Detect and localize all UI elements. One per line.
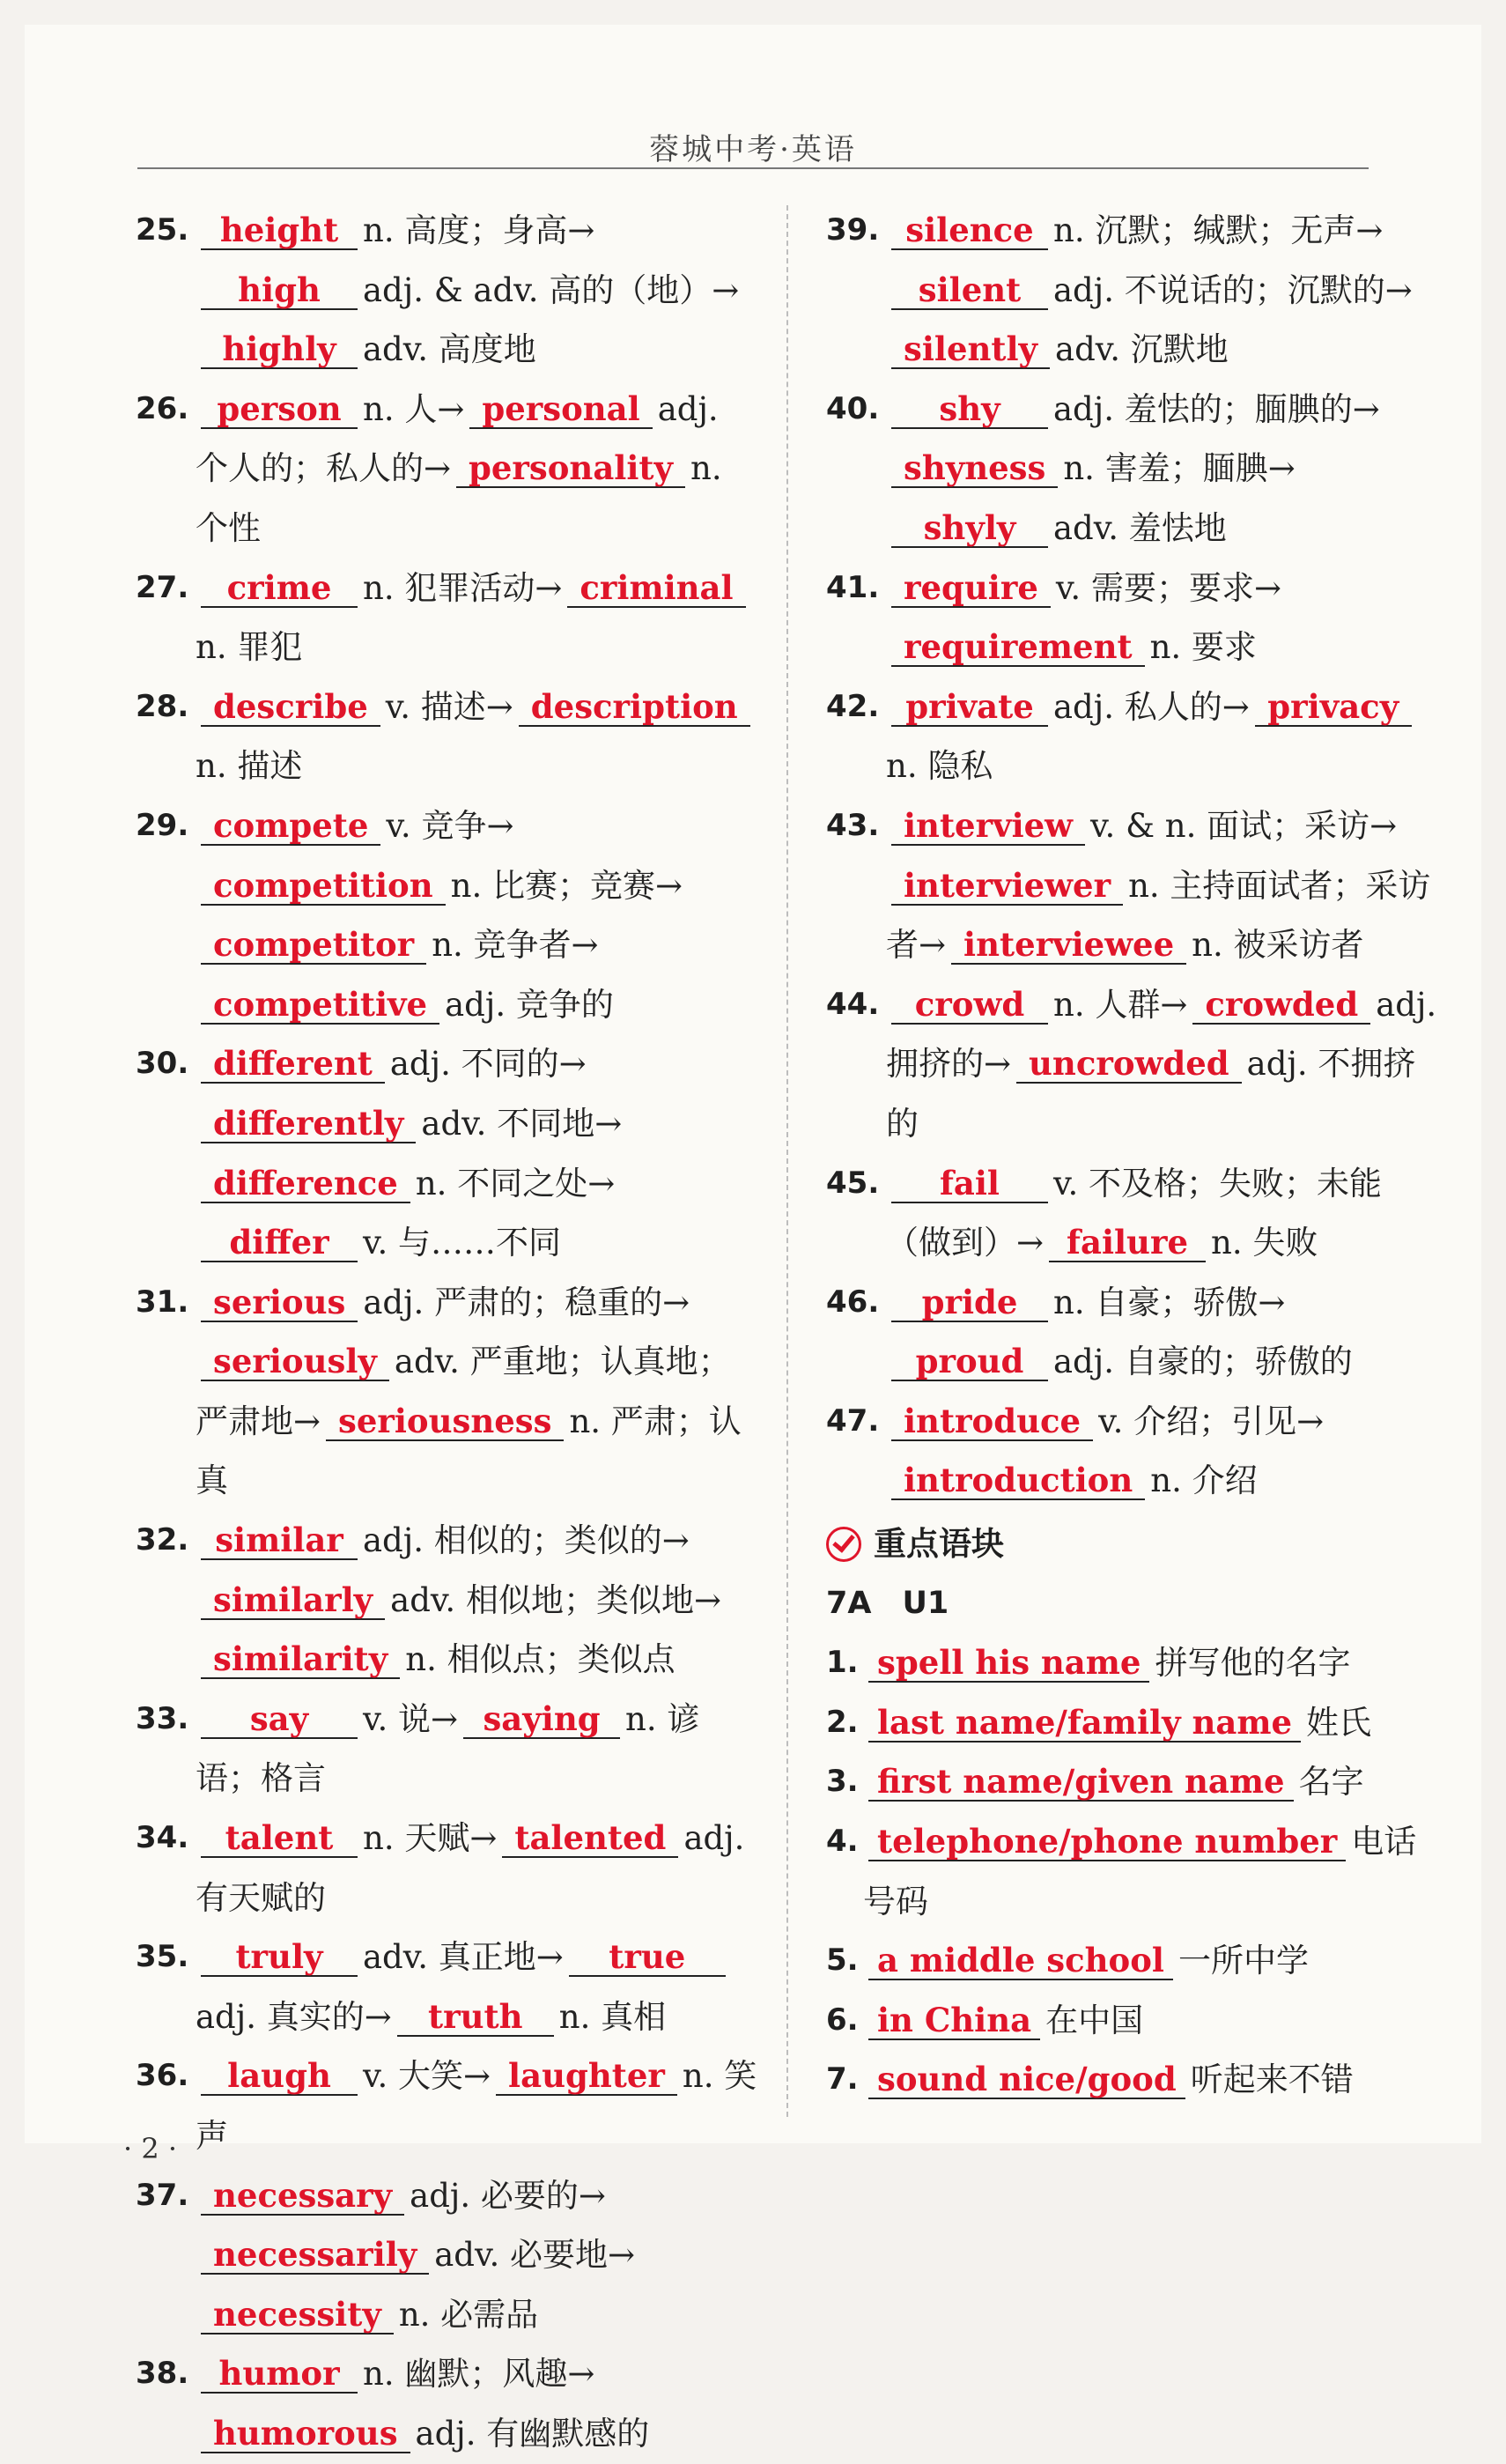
phrase-entry	[826, 1633, 1443, 1693]
vocab-entry	[826, 1273, 1443, 1392]
answer-blank: high	[201, 274, 358, 310]
phrase-meaning: 一所中学	[1177, 1942, 1309, 1980]
definition-text: n. 介绍	[1150, 1461, 1258, 1500]
entry-number: 26.	[136, 390, 189, 426]
answer-blank: saying	[463, 1703, 620, 1739]
vocab-entry	[136, 2046, 761, 2165]
entry-number: 38.	[136, 2356, 189, 2392]
definition-text: n. 失败	[1211, 1224, 1318, 1262]
right-column	[826, 201, 1443, 2110]
answer-blank: competition	[201, 869, 446, 906]
phrase-meaning: 姓氏	[1306, 1703, 1372, 1742]
vocab-entry	[136, 677, 761, 796]
answer-blank: laughter	[496, 2060, 677, 2096]
entry-number: 44.	[826, 986, 880, 1022]
definition-text: n. 相似点；类似点	[405, 1640, 675, 1679]
answer-blank: crowd	[891, 988, 1048, 1025]
entry-number: 46.	[826, 1284, 880, 1320]
answer-blank: humor	[201, 2357, 358, 2394]
answer-blank: crowded	[1192, 988, 1370, 1025]
definition-text: v. 描述→	[385, 687, 513, 726]
definition-text: v. 介绍；引见→	[1098, 1402, 1325, 1440]
left-column	[136, 201, 761, 2464]
definition-text: adj. & adv. 高的（地）→	[363, 270, 740, 309]
answer-blank: necessarily	[201, 2238, 429, 2275]
check-icon	[826, 1527, 861, 1562]
definition-text: adv. 相似地；类似地→	[390, 1580, 721, 1619]
definition-text: n. 被采访者	[1192, 926, 1364, 965]
vocab-entry	[826, 201, 1443, 380]
phrase-entry	[826, 1693, 1443, 1753]
definition-text: v. 需要；要求→	[1055, 568, 1281, 607]
answer-blank: uncrowded	[1016, 1047, 1242, 1084]
entry-number: 45.	[826, 1165, 880, 1201]
definition-text: n. 沉默；缄默；无声→	[1053, 211, 1384, 249]
definition-text: adv. 高度地	[363, 330, 536, 369]
answer-blank: pride	[891, 1286, 1048, 1322]
answer-blank: similarly	[201, 1584, 385, 1620]
entry-number: 36.	[136, 2058, 189, 2094]
answer-blank: introduce	[891, 1405, 1093, 1441]
definition-text: adv. 不同地→	[421, 1104, 623, 1143]
entry-number: 34.	[136, 1820, 189, 1856]
definition-text: v. 大笑→	[363, 2057, 491, 2096]
definition-text: n. 谚语；格言	[196, 1699, 700, 1798]
definition-text: v. 不及格；失败；未能（做到）→	[886, 1164, 1383, 1262]
answer-blank: laugh	[201, 2060, 358, 2096]
phrase-answer-blank: spell his name	[868, 1646, 1149, 1683]
answer-blank: interviewee	[951, 929, 1186, 965]
vocab-entry	[826, 1154, 1443, 1273]
entry-number: 35.	[136, 1939, 189, 1975]
phrase-answer-blank: a middle school	[868, 1944, 1173, 1980]
vocab-entry	[136, 2166, 761, 2345]
answer-blank: requirement	[891, 631, 1145, 667]
answer-blank: silently	[891, 333, 1050, 369]
entry-number: 39.	[826, 212, 880, 248]
answer-blank: necessary	[201, 2179, 404, 2216]
definition-text: adj. 私人的→	[1053, 687, 1250, 726]
entry-number: 41.	[826, 569, 880, 605]
vocab-entry	[136, 1928, 761, 2046]
answer-blank: height	[201, 214, 358, 250]
definition-text: adj. 羞怯的；腼腆的→	[1053, 389, 1380, 428]
definition-text: adj. 竞争的	[445, 985, 614, 1024]
vocab-entry	[136, 1690, 761, 1809]
answer-blank: proud	[891, 1345, 1048, 1381]
vocab-entry	[826, 380, 1443, 559]
vocab-entry	[136, 380, 761, 559]
answer-blank: description	[519, 691, 750, 727]
phrase-number: 7.	[826, 2061, 859, 2098]
answer-blank: shyly	[891, 512, 1048, 548]
phrase-meaning: 拼写他的名字	[1155, 1644, 1351, 1683]
definition-text: adj. 拥挤的→	[886, 985, 1437, 1084]
answer-blank: highly	[201, 333, 358, 369]
definition-text: n. 真相	[558, 1997, 667, 2036]
definition-text: n. 竞争者→	[432, 926, 599, 965]
answer-blank: similar	[201, 1524, 358, 1560]
definition-text: n. 犯罪活动→	[363, 568, 563, 607]
phrase-meaning: 电话号码	[863, 1823, 1417, 1920]
phrase-number: 6.	[826, 2002, 859, 2038]
definition-text: adj. 有天赋的	[196, 1819, 745, 1917]
phrase-answer-blank: in China	[868, 2004, 1040, 2040]
definition-text: n. 幽默；风趣→	[363, 2355, 595, 2394]
entry-number: 29.	[136, 807, 189, 843]
answer-blank: similarity	[201, 1643, 400, 1679]
answer-blank: criminal	[567, 572, 745, 608]
answer-blank: person	[201, 393, 358, 429]
answer-blank: necessity	[201, 2298, 394, 2335]
answer-blank: private	[891, 691, 1048, 727]
answer-blank: fail	[891, 1167, 1048, 1203]
entry-number: 28.	[136, 688, 189, 724]
answer-blank: true	[569, 1941, 726, 1977]
column-divider	[786, 205, 788, 2117]
definition-text: adj. 有幽默感的	[415, 2414, 650, 2453]
entry-number: 25.	[136, 212, 189, 248]
answer-blank: interview	[891, 810, 1085, 846]
definition-text: adv. 必要地→	[434, 2236, 636, 2275]
vocab-entry	[136, 559, 761, 677]
answer-blank: seriousness	[326, 1405, 564, 1441]
definition-text: n. 笑声	[196, 2057, 757, 2155]
vocab-entry	[136, 1511, 761, 1690]
answer-blank: compete	[201, 810, 380, 846]
phrase-answer-blank: telephone/phone number	[868, 1825, 1346, 1861]
definition-text: adv. 羞怯地	[1053, 508, 1227, 547]
definition-text: adj. 不同的→	[389, 1045, 587, 1084]
definition-text: n. 主持面试者；采访者→	[886, 866, 1431, 965]
definition-text: adj. 真实的→	[196, 1997, 392, 2036]
entry-number: 37.	[136, 2177, 189, 2213]
phrase-entry	[826, 1752, 1443, 1812]
answer-blank: talented	[502, 1822, 678, 1858]
phrase-number: 2.	[826, 1704, 859, 1740]
definition-text: v. & n. 面试；采访→	[1090, 806, 1398, 845]
phrase-entry	[826, 2050, 1443, 2110]
entry-number: 31.	[136, 1284, 189, 1320]
answer-blank: introduction	[891, 1464, 1145, 1500]
answer-blank: silence	[891, 214, 1048, 250]
vocab-entry	[826, 559, 1443, 677]
definition-text: adj. 不说话的；沉默的→	[1053, 270, 1413, 309]
textbook-page	[25, 25, 1481, 2453]
entry-number: 30.	[136, 1046, 189, 1082]
answer-blank: silent	[891, 274, 1048, 310]
entry-number: 40.	[826, 390, 880, 426]
definition-text: v. 竞争→	[386, 806, 514, 845]
definition-text: adj. 自豪的；骄傲的	[1053, 1343, 1353, 1381]
answer-blank: privacy	[1255, 691, 1412, 727]
vocab-entry	[136, 1034, 761, 1272]
answer-blank: say	[201, 1703, 358, 1739]
unit-label: 7A U1	[826, 1585, 949, 1621]
phrase-answer-blank: last name/family name	[868, 1706, 1301, 1743]
definition-text: n. 比赛；竞赛→	[450, 866, 683, 905]
page-number: · 2 ·	[123, 2132, 178, 2165]
phrase-number: 5.	[826, 1942, 859, 1979]
phrase-answer-blank: sound nice/good	[868, 2063, 1185, 2099]
definition-text: n. 天赋→	[363, 1819, 498, 1858]
answer-blank: truly	[201, 1941, 358, 1977]
answer-blank: humorous	[201, 2417, 410, 2453]
answer-blank: truth	[397, 2001, 554, 2037]
answer-blank: personality	[456, 452, 685, 488]
section-heading	[826, 1514, 1443, 1574]
definition-text: adv. 沉默地	[1055, 330, 1229, 369]
answer-blank: competitor	[201, 929, 426, 965]
answer-blank: competitive	[201, 988, 439, 1025]
vocab-entry	[136, 201, 761, 380]
entry-number: 32.	[136, 1522, 189, 1558]
section-title: 重点语块	[874, 1525, 1004, 1564]
definition-text: n. 人群→	[1053, 985, 1188, 1024]
definition-text: adj. 严肃的；稳重的→	[363, 1283, 690, 1321]
answer-blank: shyness	[891, 452, 1058, 488]
definition-text: n. 不同之处→	[415, 1164, 616, 1202]
definition-text: n. 害羞；腼腆→	[1063, 449, 1296, 488]
header-rule	[137, 167, 1369, 169]
vocab-entry	[136, 2344, 761, 2463]
answer-blank: serious	[201, 1286, 358, 1322]
answer-blank: shy	[891, 393, 1048, 429]
entry-number: 43.	[826, 807, 880, 843]
entry-number: 47.	[826, 1402, 880, 1439]
definition-text: adj. 个人的；私人的→	[196, 389, 719, 488]
definition-text: v. 与……不同	[363, 1224, 562, 1262]
answer-blank: require	[891, 572, 1051, 608]
answer-blank: describe	[201, 691, 380, 727]
phrase-number: 3.	[826, 1764, 859, 1800]
phrase-answer-blank: first name/given name	[868, 1765, 1294, 1802]
vocab-entry	[136, 1809, 761, 1928]
answer-blank: failure	[1049, 1226, 1206, 1262]
phrase-meaning: 听起来不错	[1190, 2061, 1354, 2099]
answer-blank: differently	[201, 1107, 416, 1143]
phrase-entry	[826, 1812, 1443, 1931]
phrase-number: 4.	[826, 1824, 859, 1860]
phrase-entry	[826, 1991, 1443, 2051]
vocab-entry	[826, 975, 1443, 1154]
definition-text: adv. 严重地；认真地；严肃地→	[196, 1343, 731, 1440]
answer-blank: different	[201, 1047, 385, 1084]
phrase-entry	[826, 1931, 1443, 1991]
definition-text: n. 高度；身高→	[363, 211, 595, 249]
definition-text: n. 必需品	[398, 2295, 539, 2334]
definition-text: n. 自豪；骄傲→	[1053, 1283, 1286, 1321]
definition-text: adj. 不拥挤的	[886, 1045, 1416, 1143]
definition-text: adj. 必要的→	[410, 2176, 606, 2215]
definition-text: n. 人→	[363, 389, 465, 428]
answer-blank: personal	[469, 393, 652, 429]
definition-text: n. 严肃；认真	[196, 1402, 742, 1500]
definition-text: adv. 真正地→	[363, 1938, 564, 1977]
entry-number: 42.	[826, 688, 880, 724]
answer-blank: seriously	[201, 1345, 389, 1381]
definition-text: v. 说→	[363, 1699, 459, 1738]
answer-blank: crime	[201, 572, 358, 608]
entry-number: 27.	[136, 569, 189, 605]
vocab-entry	[826, 796, 1443, 975]
definition-text: n. 罪犯	[196, 628, 303, 667]
definition-text: n. 要求	[1149, 628, 1257, 667]
answer-blank: interviewer	[891, 869, 1123, 906]
answer-blank: talent	[201, 1822, 358, 1858]
answer-blank: difference	[201, 1167, 410, 1203]
phrase-number: 1.	[826, 1645, 859, 1681]
vocab-entry	[136, 1273, 761, 1511]
entry-number: 33.	[136, 1700, 189, 1736]
vocab-entry	[136, 796, 761, 1034]
vocab-entry	[826, 1392, 1443, 1511]
answer-blank: differ	[201, 1226, 358, 1262]
definition-text: n. 描述	[196, 747, 303, 786]
definition-text: n. 个性	[196, 449, 722, 547]
running-header: 蓉城中考·英语	[649, 132, 857, 167]
definition-text: n. 隐私	[886, 747, 993, 786]
phrase-meaning: 在中国	[1045, 2001, 1144, 2039]
phrase-meaning: 名字	[1298, 1763, 1364, 1802]
vocab-entry	[826, 677, 1443, 796]
definition-text: adj. 相似的；类似的→	[363, 1521, 690, 1560]
